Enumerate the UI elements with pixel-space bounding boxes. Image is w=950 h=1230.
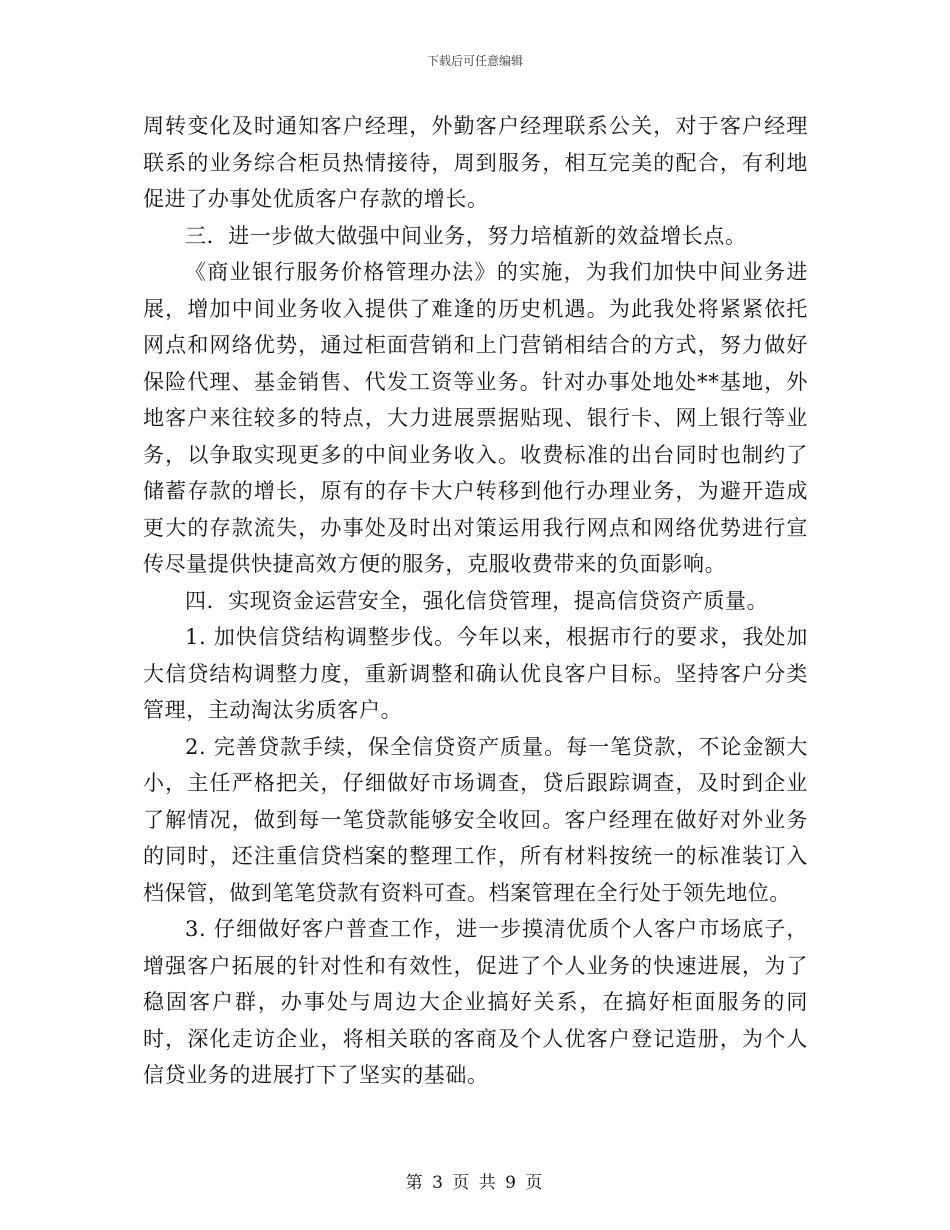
list-item-1: 1. 加快信贷结构调整步伐。今年以来，根据市行的要求，我处加大信贷结构调整力度，重新调整和确认优良客户目标。坚持客户分类管理，主动淘汰劣质客户。 — [143, 625, 808, 722]
section-heading-3: 三．进一步做大做强中间业务，努力培植新的效益增长点。 — [185, 223, 747, 248]
paragraph-1: 周转变化及时通知客户经理，外勤客户经理联系公关，对于客户经理联系的业务综合柜员热情接待，周到服务，相互完美的配合，有利地促进了办事处优质客户存款的增长。 — [143, 114, 808, 211]
page-number-footer: 第 3 页 共 9 页 — [405, 1173, 545, 1193]
document-body — [143, 108, 808, 1094]
list-item-2: 2. 完善贷款手续，保全信贷资产质量。每一笔贷款，不论金额大小，主任严格把关，仔细做好市场调查，贷后跟踪调查，及时到企业了解情况，做到每一笔贷款能够安全收回。客户经理在做好对外业务的同时，还注重信贷档案的整理工作，所有材料按统一的标准装订入档保管，做到笔笔贷款有资料可查。档案管理在全行处于领先地位。 — [143, 734, 808, 905]
paragraph-2: 《商业银行服务价格管理办法》的实施，为我们加快中间业务进展，增加中间业务收入提供了难逢的历史机遇。为此我处将紧紧依托网点和网络优势，通过柜面营销和上门营销相结合的方式，努力做好保险代理、基金销售、代发工资等业务。针对办事处地处**基地，外地客户来往较多的特点，大力进展票据贴现、银行卡、网上银行等业务，以争取实现更多的中间业务收入。收费标准的出台同时也制约了储蓄存款的增长，原有的存卡大户转移到他行办理业务，为避开造成更大的存款流失，办事处及时出对策运用我行网点和网络优势进行宣传尽量提供快捷高效方便的服务，克服收费带来的负面影响。 — [143, 260, 808, 576]
section-heading-4: 四．实现资金运营安全，强化信贷管理，提高信贷资产质量。 — [185, 588, 769, 613]
page-header: 下载后可任意编辑 — [426, 54, 523, 68]
list-item-3: 3. 仔细做好客户普查工作，进一步摸清优质个人客户市场底子，增强客户拓展的针对性和有效性，促进了个人业务的快速进展，为了稳固客户群，办事处与周边大企业搞好关系，在搞好柜面服务的同时，深化走访企业，将相关联的客商及个人优客户登记造册，为个人信贷业务的进展打下了坚实的基础。 — [143, 917, 808, 1087]
